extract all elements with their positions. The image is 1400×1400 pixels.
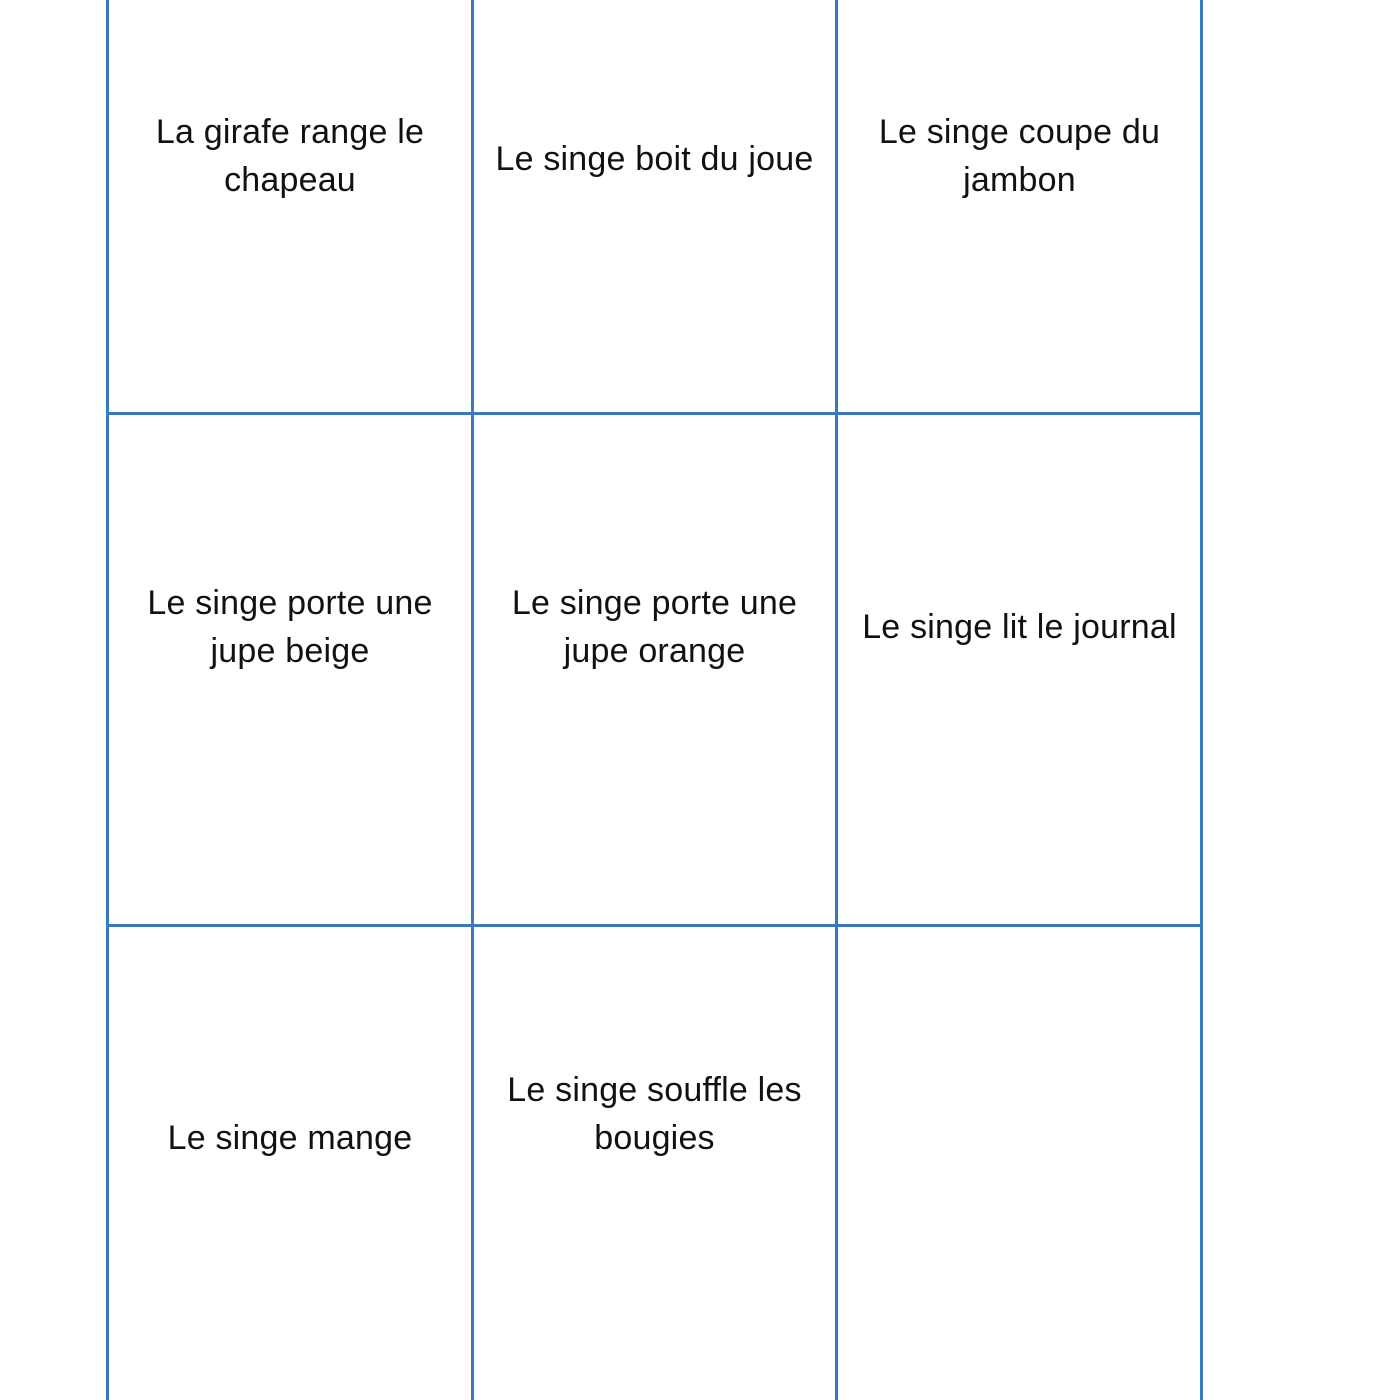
card-text: Le singe porte une jupe orange xyxy=(511,583,798,670)
card-2 xyxy=(474,0,835,413)
card-9-empty xyxy=(838,927,1201,1400)
card-text: Le singe coupe du jambon xyxy=(878,112,1161,199)
card-text: Le singe porte une jupe beige xyxy=(147,583,433,670)
card-text: Le singe souffle les bougies xyxy=(507,1070,802,1157)
card-6 xyxy=(838,416,1201,924)
card-8 xyxy=(474,927,835,1400)
card-1 xyxy=(109,0,471,413)
card-text: La girafe range le chapeau xyxy=(155,112,425,199)
card-5 xyxy=(474,416,835,924)
card-text: Le singe boit du joue xyxy=(495,139,814,178)
card-7 xyxy=(109,927,471,1400)
card-3 xyxy=(838,0,1201,413)
card-4 xyxy=(109,416,471,924)
card-text: Le singe lit le journal xyxy=(862,608,1177,646)
card-text: Le singe mange xyxy=(167,1118,413,1157)
